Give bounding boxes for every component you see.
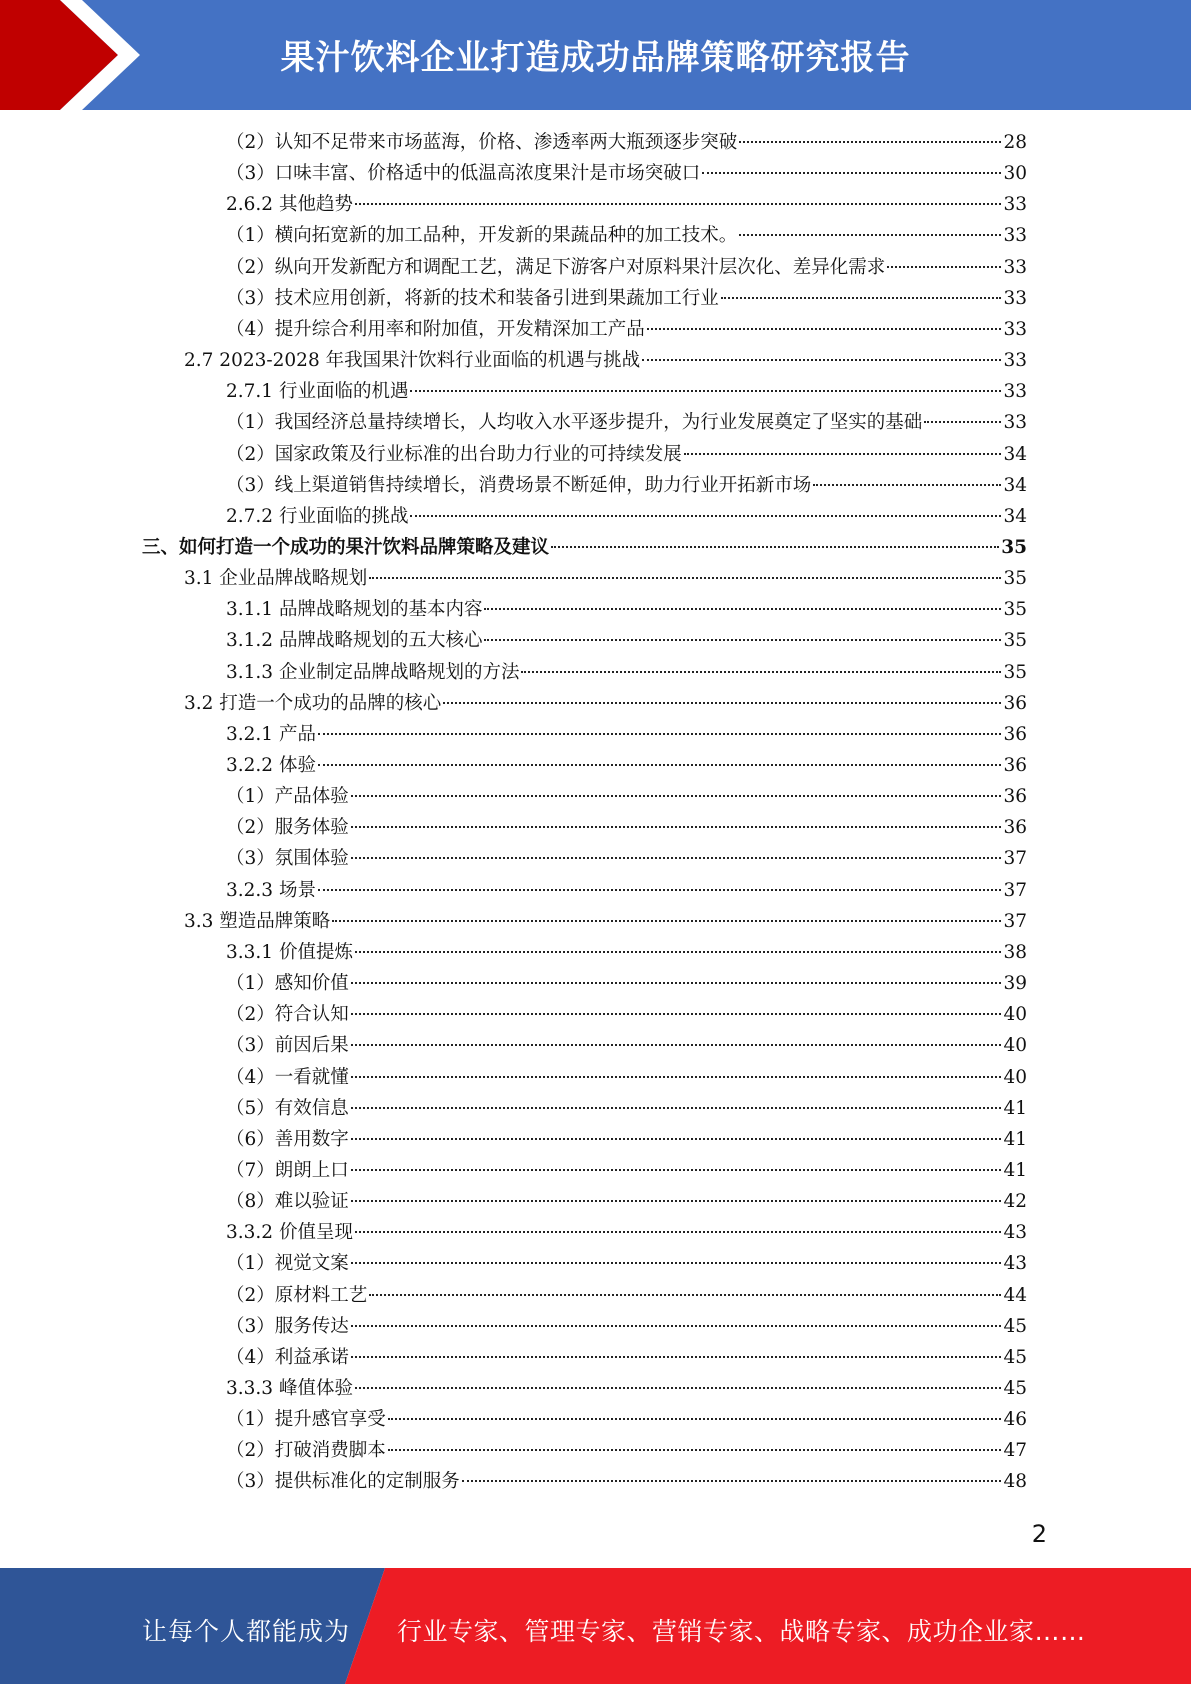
toc-entry[interactable]: [226, 1466, 1027, 1497]
toc-entry[interactable]: [226, 750, 1027, 781]
toc-leader-dots: [410, 390, 1001, 392]
toc-leader-dots: [318, 889, 1002, 891]
toc-entry-page: 40: [1003, 1035, 1027, 1057]
toc-entry-page: 34: [1003, 474, 1027, 496]
toc-entry-page: 42: [1003, 1191, 1027, 1213]
toc-entry-page: 37: [1003, 879, 1027, 901]
toc-entry-title: （3）口味丰富、价格适中的低温高浓度果汁是市场突破口: [226, 163, 701, 185]
toc-entry-page: 44: [1003, 1284, 1027, 1306]
toc-entry[interactable]: [226, 781, 1027, 812]
toc-entry-title: （1）视觉文案: [226, 1253, 349, 1275]
toc-entry-title: （3）服务传达: [226, 1315, 349, 1337]
toc-entry-title: （5）有效信息: [226, 1097, 349, 1119]
toc-entry-title: （2）打破消费脚本: [226, 1440, 386, 1462]
toc-entry-title: 3.3.2 价值呈现: [226, 1222, 353, 1244]
toc-entry-title: （2）认知不足带来市场蓝海，价格、渗透率两大瓶颈逐步突破: [226, 132, 738, 153]
toc-entry-title: 三、如何打造一个成功的果汁饮料品牌策略及建议: [142, 536, 550, 558]
toc-leader-dots: [521, 671, 1001, 673]
toc-leader-dots: [551, 546, 999, 548]
toc-entry-page: 46: [1003, 1409, 1027, 1431]
toc-entry[interactable]: [226, 189, 1027, 220]
toc-entry-page: 37: [1003, 848, 1027, 870]
toc-leader-dots: [355, 1231, 1002, 1233]
footer-slogan-right: 行业专家、管理专家、营销专家、战略专家、成功企业家……: [397, 1617, 1086, 1646]
toc-entry-title: 2.7.1 行业面临的机遇: [226, 381, 409, 403]
toc-entry[interactable]: [226, 1342, 1027, 1373]
toc-leader-dots: [684, 453, 1002, 455]
toc-leader-dots: [813, 484, 1001, 486]
toc-leader-dots: [351, 1262, 1002, 1264]
toc-entry-page: 34: [1003, 505, 1027, 527]
toc-entry[interactable]: [226, 439, 1027, 470]
toc-entry-page: 38: [1003, 941, 1027, 963]
toc-entry[interactable]: [142, 532, 1027, 563]
toc-entry-page: 47: [1003, 1440, 1027, 1462]
toc-entry-title: （2）国家政策及行业标准的出台助力行业的可持续发展: [226, 443, 682, 465]
toc-entry-title: 3.2 打造一个成功的品牌的核心: [184, 692, 442, 714]
toc-leader-dots: [351, 982, 1002, 984]
toc-entry-page: 39: [1003, 973, 1027, 995]
toc-entry-title: （3）线上渠道销售持续增长，消费场景不断延伸，助力行业开拓新市场: [226, 474, 812, 496]
toc-entry[interactable]: [226, 158, 1027, 189]
toc-entry-title: （3）氛围体验: [226, 848, 349, 870]
toc-entry[interactable]: [226, 1186, 1027, 1217]
toc-entry-page: 40: [1003, 1066, 1027, 1088]
toc-leader-dots: [351, 1356, 1002, 1358]
toc-leader-dots: [443, 702, 1001, 704]
toc-entry[interactable]: [226, 1030, 1027, 1061]
toc-entry-title: 2.7 2023-2028 年我国果汁饮料行业面临的机遇与挑战: [184, 350, 641, 372]
footer-banner: [0, 1568, 1191, 1684]
toc-entry-page: 37: [1003, 910, 1027, 932]
toc-entry[interactable]: [226, 1093, 1027, 1124]
toc-entry[interactable]: [226, 407, 1027, 438]
toc-leader-dots: [410, 515, 1001, 517]
toc-entry-page: 36: [1003, 755, 1027, 776]
toc-leader-dots: [351, 857, 1002, 859]
toc-entry-title: （1）提升感官享受: [226, 1409, 386, 1431]
toc-entry-page: 45: [1003, 1315, 1027, 1337]
toc-entry[interactable]: [226, 470, 1027, 501]
toc-leader-dots: [702, 172, 1001, 174]
toc-entry-page: 45: [1003, 1346, 1027, 1368]
toc-entry[interactable]: [226, 937, 1027, 968]
toc-leader-dots: [355, 203, 1002, 205]
toc-entry-page: 45: [1003, 1378, 1027, 1399]
toc-entry-title: （4）提升综合利用率和附加值，开发精深加工产品: [226, 318, 645, 340]
toc-leader-dots: [647, 328, 1002, 330]
toc-entry-page: 33: [1003, 194, 1027, 216]
toc-entry-page: 36: [1003, 786, 1027, 808]
toc-entry[interactable]: [226, 1435, 1027, 1466]
toc-entry-title: （1）我国经济总量持续增长，人均收入水平逐步提升，为行业发展奠定了坚实的基础: [226, 412, 923, 434]
toc-entry[interactable]: [184, 906, 1027, 937]
toc-entry-title: （2）原材料工艺: [226, 1284, 368, 1306]
toc-entry[interactable]: [184, 563, 1027, 594]
toc-entry-page: 35: [1003, 599, 1027, 621]
toc-entry-page: 36: [1003, 692, 1027, 714]
toc-leader-dots: [332, 920, 1001, 922]
toc-entry-title: 3.2.2 体验: [226, 755, 316, 776]
toc-entry[interactable]: [226, 1280, 1027, 1311]
toc-entry[interactable]: [226, 657, 1027, 688]
toc-entry-title: （2）符合认知: [226, 1004, 349, 1026]
toc-entry-page: 33: [1003, 225, 1027, 247]
toc-leader-dots: [924, 421, 1001, 423]
toc-entry-page: 35: [1003, 661, 1027, 683]
toc-entry-page: 33: [1003, 318, 1027, 340]
toc-entry-page: 34: [1003, 443, 1027, 465]
toc-entry-title: 3.1.1 品牌战略规划的基本内容: [226, 599, 483, 621]
toc-entry-page: 33: [1003, 350, 1027, 372]
toc-leader-dots: [369, 577, 1001, 579]
toc-entry[interactable]: [226, 812, 1027, 843]
toc-entry-title: 3.3.1 价值提炼: [226, 941, 353, 963]
toc-entry-title: 2.6.2 其他趋势: [226, 194, 353, 216]
toc-entry-title: （4）利益承诺: [226, 1346, 349, 1368]
toc-entry-title: 2.7.2 行业面临的挑战: [226, 505, 409, 527]
toc-entry[interactable]: [226, 1311, 1027, 1342]
toc-leader-dots: [318, 733, 1002, 735]
toc-entry-title: （6）善用数字: [226, 1128, 349, 1150]
toc-entry-page: 35: [1003, 630, 1027, 652]
toc-entry-title: 3.3.3 峰值体验: [226, 1378, 353, 1399]
toc-leader-dots: [351, 1107, 1002, 1109]
toc-entry-title: 3.2.3 场景: [226, 879, 316, 901]
toc-entry-page: 28: [1003, 132, 1027, 153]
toc-entry-title: （3）前因后果: [226, 1035, 349, 1057]
toc-entry-title: （8）难以验证: [226, 1191, 349, 1213]
toc-entry-page: 41: [1003, 1159, 1027, 1181]
toc-entry-page: 30: [1003, 163, 1027, 185]
toc-entry[interactable]: [184, 688, 1027, 719]
toc-entry-title: （3）提供标准化的定制服务: [226, 1471, 460, 1493]
toc-leader-dots: [642, 359, 1001, 361]
report-title: 果汁饮料企业打造成功品牌策略研究报告: [280, 38, 911, 78]
toc-leader-dots: [318, 764, 1002, 766]
toc-entry-title: （2）纵向开发新配方和调配工艺，满足下游客户对原料果汁层次化、差异化需求: [226, 256, 886, 278]
toc-leader-dots: [721, 297, 1002, 299]
toc-entry-page: 41: [1003, 1097, 1027, 1119]
page-number: 2: [1031, 1520, 1047, 1548]
toc-entry[interactable]: [226, 625, 1027, 656]
toc-entry-page: 33: [1003, 412, 1027, 434]
toc-entry-title: （1）感知价值: [226, 973, 349, 995]
toc-entry[interactable]: [226, 283, 1027, 314]
toc-entry-title: 3.1 企业品牌战略规划: [184, 568, 368, 590]
toc-leader-dots: [739, 234, 1001, 236]
toc-entry-page: 40: [1003, 1004, 1027, 1026]
toc-leader-dots: [351, 1076, 1002, 1078]
toc-entry-page: 33: [1003, 381, 1027, 403]
toc-leader-dots: [351, 795, 1002, 797]
toc-entry[interactable]: [226, 875, 1027, 906]
toc-leader-dots: [462, 1480, 1002, 1482]
toc-entry[interactable]: [226, 314, 1027, 345]
toc-entry[interactable]: [226, 1062, 1027, 1093]
toc-entry-page: 48: [1003, 1471, 1027, 1493]
toc-entry-title: 3.3 塑造品牌策略: [184, 910, 331, 932]
toc-entry-page: 35: [1001, 536, 1027, 558]
toc-leader-dots: [355, 1387, 1002, 1389]
toc-entry[interactable]: [226, 1217, 1027, 1248]
toc-leader-dots: [351, 1138, 1002, 1140]
toc-leader-dots: [351, 1200, 1002, 1202]
toc-leader-dots: [484, 608, 1001, 610]
toc-entry-page: 35: [1003, 568, 1027, 590]
toc-entry[interactable]: [226, 1373, 1027, 1404]
toc-entry-title: （3）技术应用创新，将新的技术和装备引进到果蔬加工行业: [226, 287, 719, 309]
toc-leader-dots: [351, 1013, 1002, 1015]
toc-leader-dots: [351, 1169, 1002, 1171]
toc-leader-dots: [388, 1418, 1002, 1420]
toc-entry[interactable]: [226, 1155, 1027, 1186]
report-header: [0, 0, 1191, 110]
toc-entry[interactable]: [226, 1248, 1027, 1279]
toc-entry-page: 33: [1003, 287, 1027, 309]
toc-entry[interactable]: [226, 376, 1027, 407]
toc-entry[interactable]: [226, 1124, 1027, 1155]
toc-entry-page: 43: [1003, 1253, 1027, 1275]
toc-leader-dots: [388, 1449, 1002, 1451]
toc-entry[interactable]: [226, 252, 1027, 283]
toc-entry[interactable]: [226, 719, 1027, 750]
toc-leader-dots: [739, 141, 1001, 143]
toc-leader-dots: [351, 826, 1002, 828]
toc-leader-dots: [887, 266, 1001, 268]
toc-entry[interactable]: [226, 594, 1027, 625]
toc-leader-dots: [369, 1294, 1001, 1296]
toc-entry-page: 33: [1003, 256, 1027, 278]
toc-entry[interactable]: [226, 968, 1027, 999]
toc-entry-page: 41: [1003, 1128, 1027, 1150]
toc-entry[interactable]: [226, 999, 1027, 1030]
toc-entry-title: （7）朗朗上口: [226, 1159, 349, 1181]
toc-entry[interactable]: [226, 220, 1027, 251]
toc-entry-title: （4）一看就懂: [226, 1066, 349, 1088]
toc-entry-title: 3.1.3 企业制定品牌战略规划的方法: [226, 661, 520, 683]
toc-entry-page: 36: [1003, 817, 1027, 839]
toc-entry[interactable]: [226, 501, 1027, 532]
footer-slogan-left: 让每个人都能成为: [142, 1617, 351, 1646]
toc-entry-title: 3.1.2 品牌战略规划的五大核心: [226, 630, 483, 652]
toc-leader-dots: [351, 1044, 1002, 1046]
toc-leader-dots: [355, 951, 1002, 953]
toc-entry-page: 43: [1003, 1222, 1027, 1244]
toc-entry-title: （2）服务体验: [226, 817, 349, 839]
toc-entry[interactable]: [184, 345, 1027, 376]
toc-entry[interactable]: [226, 843, 1027, 874]
toc-leader-dots: [351, 1325, 1002, 1327]
toc-entry-title: （1）产品体验: [226, 786, 349, 808]
toc-entry[interactable]: [226, 127, 1027, 158]
toc-entry[interactable]: [226, 1404, 1027, 1435]
toc-entry-title: 3.2.1 产品: [226, 723, 316, 745]
toc-entry-page: 36: [1003, 723, 1027, 745]
toc-leader-dots: [484, 639, 1001, 641]
toc-entry-title: （1）横向拓宽新的加工品种，开发新的果蔬品种的加工技术。: [226, 225, 738, 247]
